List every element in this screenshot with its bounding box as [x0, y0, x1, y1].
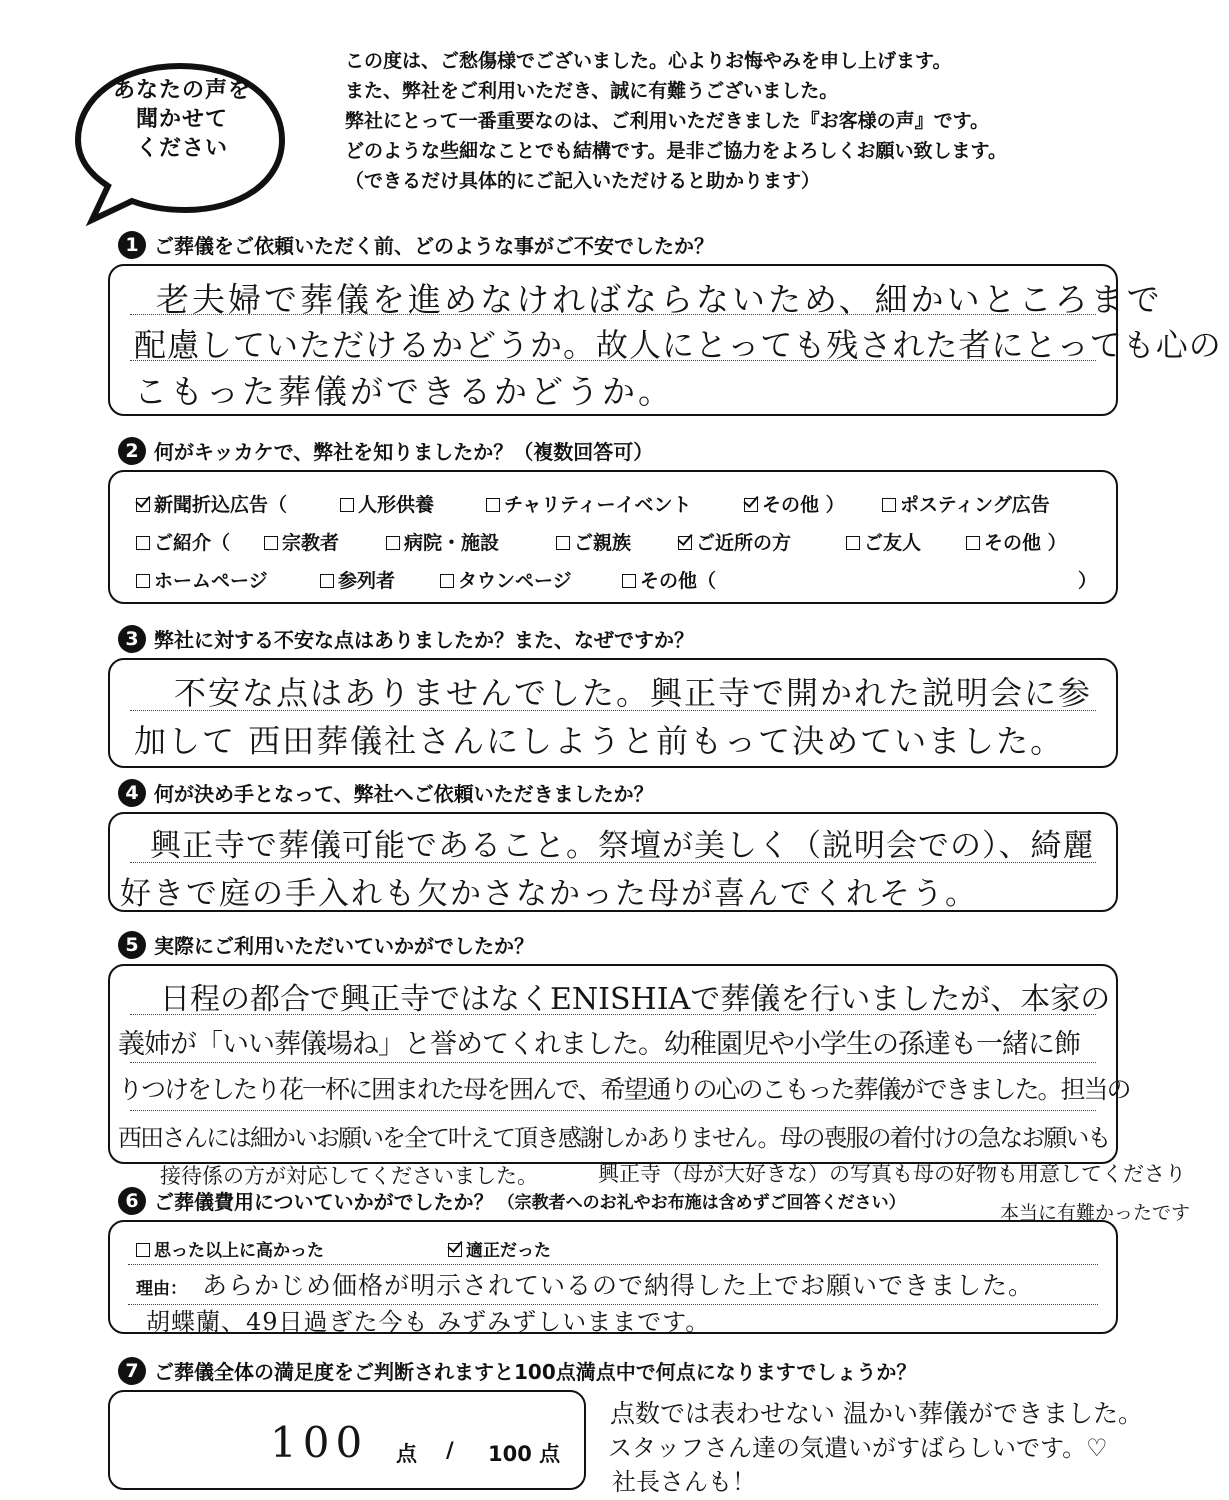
checkbox-checked-icon	[448, 1243, 462, 1257]
question-number: 5	[118, 931, 146, 959]
intro-line: この度は、ご愁傷様でございました。心よりお悔やみを申し上げます。	[345, 50, 952, 72]
answer-line: 義姉が「いい葬儀場ね」と誉めてくれました。幼稚園児や小学生の孫達も一緒に飾	[118, 1029, 1080, 1060]
answer-box-6	[108, 1220, 1118, 1334]
checkbox-attendee[interactable]	[320, 566, 395, 593]
option-label: 思った以上に高かった	[154, 1241, 324, 1261]
question-6	[118, 1186, 906, 1215]
question-number: 7	[118, 1357, 146, 1385]
checkbox-icon	[556, 536, 570, 550]
radio-too-high[interactable]	[136, 1236, 324, 1261]
answer-box-4[interactable]	[108, 812, 1118, 912]
bubble-line: あなたの声を	[112, 78, 251, 103]
checkbox-checked-icon	[136, 498, 150, 512]
question-number: 3	[118, 625, 146, 653]
bubble-line: ください	[135, 136, 228, 161]
checkbox-posting[interactable]	[882, 490, 1050, 517]
intro-line: どのような些細なことでも結構です。是非ご協力をよろしくお願い致します。	[345, 140, 1007, 162]
checkbox-icon	[340, 498, 354, 512]
answer-line: 老夫婦で葬儀を進めなければならないため、細かいところまで	[156, 280, 1163, 319]
option-label: タウンページ	[458, 570, 572, 592]
checkbox-newspaper[interactable]	[136, 490, 287, 517]
checkbox-icon	[136, 574, 150, 588]
checkbox-icon	[440, 574, 454, 588]
answer-line: 配慮していただけるかどうか。故人にとっても残された者にとっても心の	[134, 326, 1222, 364]
checkbox-clergy[interactable]	[264, 528, 339, 555]
option-label: ご友人	[864, 532, 922, 554]
score-unit: 点	[396, 1442, 417, 1466]
score-slash: /	[446, 1438, 454, 1462]
intro-line: また、弊社をご利用いただき、誠に有難うございました。	[345, 80, 839, 102]
answer-box-2	[108, 470, 1118, 604]
close-paren: ）	[1078, 570, 1098, 592]
checkbox-icon	[622, 574, 636, 588]
checkbox-checked-icon	[744, 498, 758, 512]
question-text: ご葬儀をご依頼いただく前、どのような事がご不安でしたか？	[154, 234, 714, 258]
checkbox-other-a[interactable]	[744, 490, 845, 517]
checkbox-icon	[486, 498, 500, 512]
checkbox-neighbors[interactable]	[678, 528, 791, 555]
comment-line: 点数では表わせない 温かい葬儀ができました。	[610, 1399, 1143, 1428]
option-label: その他 ）	[762, 494, 845, 516]
bubble-text	[92, 76, 272, 163]
option-label: 新聞折込広告（	[154, 494, 288, 516]
checkbox-icon	[882, 498, 896, 512]
answer-line: こもった葬儀ができるかどうか。	[134, 372, 674, 411]
option-label: ご親族	[574, 532, 632, 554]
option-label: ホームページ	[154, 570, 268, 592]
checkbox-relatives[interactable]	[556, 528, 631, 555]
answer-line: 西田さんには細かいお願いを全て叶えて頂き感謝しかありません。母の喪服の着付けの急なお願いも	[118, 1124, 1110, 1152]
question-text: ご葬儀全体の満足度をご判断されますと100点満点中で何点になりますでしょうか？	[154, 1360, 917, 1384]
answer-box-1[interactable]	[108, 264, 1222, 416]
checkbox-icon	[264, 536, 278, 550]
option-label: 人形供養	[358, 494, 435, 516]
checkbox-townpage[interactable]	[440, 566, 572, 593]
checkbox-icon	[136, 1243, 150, 1257]
option-label: 病院・施設	[404, 532, 500, 554]
question-text: ご葬儀費用についていかがでしたか？	[154, 1190, 494, 1214]
score-max: 100 点	[488, 1442, 561, 1466]
option-label: ご近所の方	[696, 532, 792, 554]
question-note: （宗教者へのお礼やお布施は含めずご回答ください）	[497, 1193, 906, 1213]
checkbox-icon	[966, 536, 980, 550]
question-text: 実際にご利用いただいていかがでしたか？	[154, 934, 534, 958]
reason-text: 胡蝶蘭、49日過ぎた今も みずみずしいままです。	[146, 1308, 711, 1336]
question-7	[118, 1356, 916, 1385]
answer-line: 不安な点はありませんでした。興正寺で開かれた説明会に参	[174, 674, 1093, 712]
answer-line: 興正寺で葬儀可能であること。祭壇が美しく（説明会での）、綺麗	[150, 828, 1095, 864]
checkbox-icon	[136, 536, 150, 550]
checkbox-hospital[interactable]	[386, 528, 499, 555]
question-number: 4	[118, 779, 146, 807]
question-number: 6	[118, 1187, 146, 1215]
option-label: チャリティーイベント	[504, 494, 692, 516]
intro-line: （できるだけ具体的にご記入いただけると助かります）	[345, 170, 821, 192]
option-label: 宗教者	[282, 532, 340, 554]
question-1	[118, 230, 714, 259]
question-4	[118, 778, 654, 807]
intro-line: 弊社にとって一番重要なのは、ご利用いただきました『お客様の声』です。	[345, 110, 990, 132]
intro-text	[345, 46, 1205, 196]
question-text: 何がキッカケで、弊社を知りましたか？（複数回答可）	[154, 440, 654, 464]
checkbox-icon	[386, 536, 400, 550]
overflow-note: 接待係の方が対応してくださいました。	[160, 1164, 538, 1188]
checkbox-homepage[interactable]	[136, 566, 268, 593]
radio-fair[interactable]	[448, 1236, 551, 1261]
checkbox-checked-icon	[678, 536, 692, 550]
comment-line: スタッフさん達の気遣いがすばらしいです。♡	[608, 1434, 1108, 1462]
question-text: 何が決め手となって、弊社へご依頼いただきましたか？	[154, 782, 654, 806]
checkbox-icon	[320, 574, 334, 588]
answer-line: 加して 西田葬儀社さんにしようと前もって決めていました。	[134, 722, 1065, 760]
option-label: その他 ）	[984, 532, 1067, 554]
reason-label: 理由：	[136, 1279, 187, 1299]
question-number: 1	[118, 231, 146, 259]
option-label: ポスティング広告	[900, 494, 1050, 516]
question-number: 2	[118, 437, 146, 465]
question-text: 弊社に対する不安な点はありましたか？また、なぜですか？	[154, 628, 694, 652]
reason-text: あらかじめ価格が明示されているので納得した上でお願いできました。	[202, 1271, 1035, 1300]
question-2	[118, 436, 653, 465]
checkbox-other-c[interactable]	[622, 566, 716, 593]
answer-line: 好きで庭の手入れも欠かさなかった母が喜んでくれそう。	[120, 876, 978, 912]
overflow-note: 興正寺（母が大好きな）の写真も母の好物も用意してくださり	[598, 1162, 1186, 1186]
checkbox-referral[interactable]	[136, 528, 230, 555]
question-3	[118, 624, 694, 653]
answer-line: 日程の都合で興正寺ではなくENISHIAで葬儀を行いましたが、本家の	[160, 982, 1111, 1017]
checkbox-friends[interactable]	[846, 528, 921, 555]
answer-box-5[interactable]	[108, 964, 1130, 1164]
bubble-line: 聞かせて	[135, 107, 228, 132]
checkbox-other-b[interactable]	[966, 528, 1067, 555]
option-label: 参列者	[338, 570, 396, 592]
option-label: ご紹介（	[154, 532, 231, 554]
overflow-note: 本当に有難かったです	[1000, 1202, 1191, 1224]
checkbox-charity[interactable]	[486, 490, 692, 517]
score-box[interactable]	[108, 1390, 586, 1490]
answer-line: りつけをしたり花一杯に囲まれた母を囲んで、希望通りの心のこもった葬儀ができました。担当の	[118, 1075, 1130, 1104]
option-label: 適正だった	[466, 1241, 551, 1261]
checkbox-icon	[846, 536, 860, 550]
answer-box-3[interactable]	[108, 658, 1118, 768]
score-value: 100	[270, 1418, 369, 1467]
comment-line: 社長さんも！	[612, 1468, 756, 1496]
option-label: その他（	[640, 570, 717, 592]
question-5	[118, 930, 534, 959]
checkbox-doll[interactable]	[340, 490, 434, 517]
